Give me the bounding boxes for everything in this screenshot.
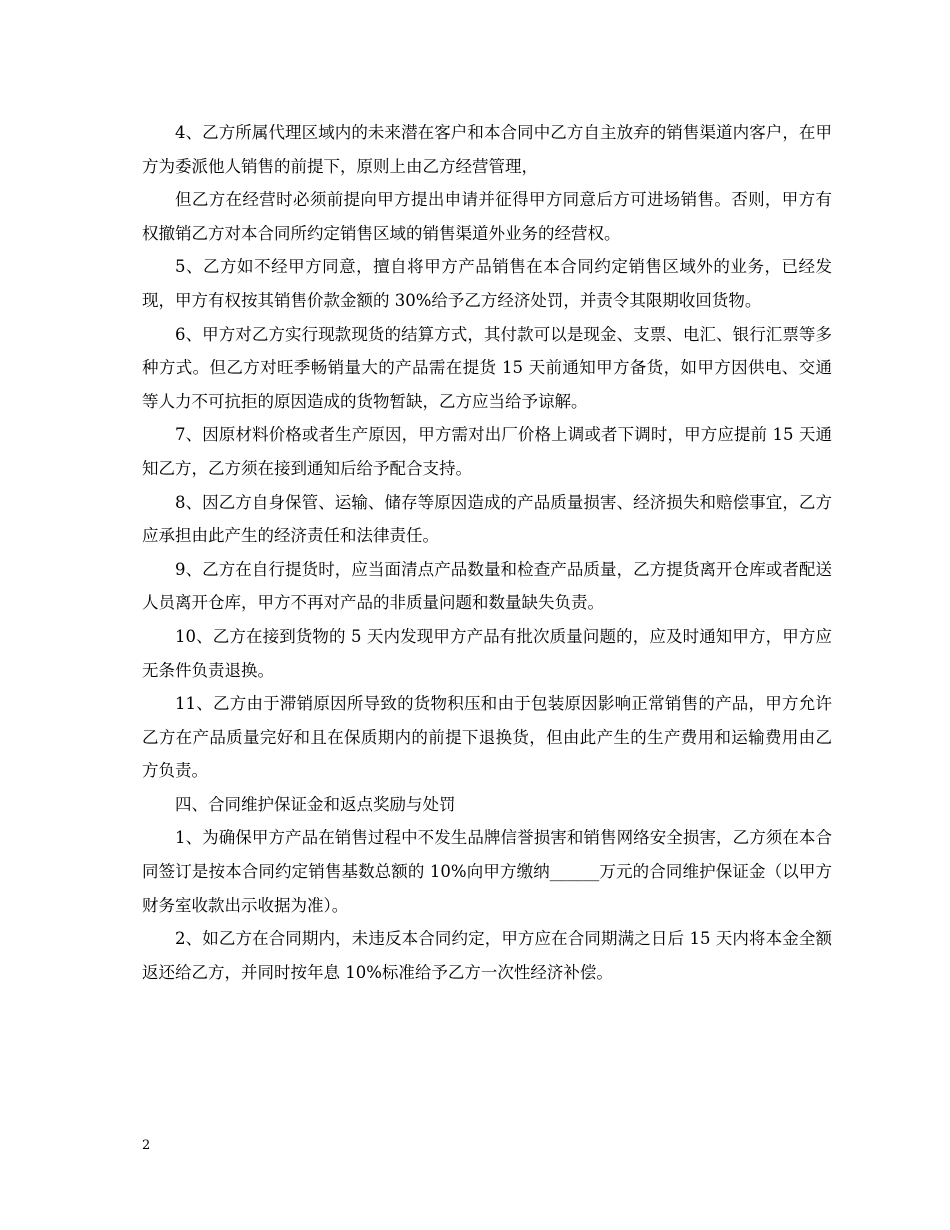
page-number: 2 bbox=[142, 1138, 151, 1153]
clause-10: 10、乙方在接到货物的 5 天内发现甲方产品有批次质量问题的，应及时通知甲方，甲方应无条件负责退换。 bbox=[142, 626, 832, 680]
clause-4: 4、乙方所属代理区域内的未来潜在客户和本合同中乙方自主放弃的销售渠道内客户，在甲方为委派他人销售的前提下，原则上由乙方经营管理， bbox=[142, 123, 832, 176]
clause-4-continued: 但乙方在经营时必须前提向甲方提出申请并征得甲方同意后方可进场销售。否则，甲方有权撤销乙方对本合同所约定销售区域的销售渠道外业务的经营权。 bbox=[142, 190, 832, 243]
clause-8: 8、因乙方自身保管、运输、储存等原因造成的产品质量损害、经济损失和赔偿事宜，乙方应承担由此产生的经济责任和法律责任。 bbox=[142, 492, 832, 546]
section-4-clause-2: 2、如乙方在合同期内，未违反本合同约定，甲方应在合同期满之日后 15 天内将本金全额返还给乙方，并同时按年息 10%标准给予乙方一次性经济补偿。 bbox=[142, 929, 832, 982]
clause-7: 7、因原材料价格或者生产原因，甲方需对出厂价格上调或者下调时，甲方应提前 15 天通知乙方，乙方须在接到通知后给予配合支持。 bbox=[142, 425, 832, 478]
clause-6: 6、甲方对乙方实行现款现货的结算方式，其付款可以是现金、支票、电汇、银行汇票等多种方式。但乙方对旺季畅销量大的产品需在提货 15 天前通知甲方备货，如甲方因供电、交通等人力不可抗拒的原因造成的货物暂缺，乙方应当给予谅解。 bbox=[142, 324, 832, 411]
section-4-clause-1: 1、为确保甲方产品在销售过程中不发生品牌信誉损害和销售网络安全损害，乙方须在本合同签订是按本合同约定销售基数总额的 10%向甲方缴纳______万元的合同维护保证金（以甲方财务室收款出示收据为准）。 bbox=[142, 828, 832, 915]
clause-9: 9、乙方在自行提货时，应当面清点产品数量和检查产品质量，乙方提货离开仓库或者配送人员离开仓库，甲方不再对产品的非质量问题和数量缺失负责。 bbox=[142, 559, 832, 613]
clause-11: 11、乙方由于滞销原因所导致的货物积压和由于包装原因影响正常销售的产品，甲方允许乙方在产品质量完好和且在保质期内的前提下退换货，但由此产生的生产费用和运输费用由乙方负责。 bbox=[142, 694, 832, 781]
document-body bbox=[142, 116, 832, 989]
section-heading-4: 四、合同维护保证金和返点奖励与处罚 bbox=[175, 794, 456, 814]
clause-5: 5、乙方如不经甲方同意，擅自将甲方产品销售在本合同约定销售区域外的业务，已经发现，甲方有权按其销售价款金额的 30%给予乙方经济处罚，并责令其限期收回货物。 bbox=[142, 257, 832, 310]
